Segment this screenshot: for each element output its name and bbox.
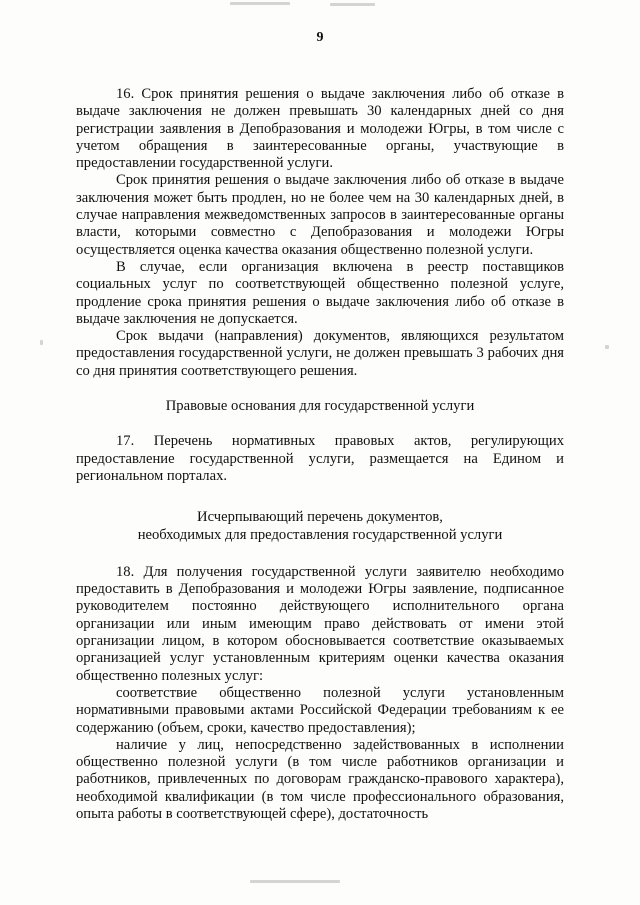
scan-artifact <box>605 345 609 349</box>
section-heading-documents-line1: Исчерпывающий перечень документов, <box>197 509 443 526</box>
paragraph-18-criterion-2: наличие у лиц, непосредственно задействованных в исполнении общественно полезной услуги (в том числе работников организации и работников, привлеченных по договорам гражданско-правового характера), необходимой квалификации (в том числе профессионального образования, опыта работы в соответствующей сфере), достаточность <box>76 736 564 822</box>
paragraph-18: 18. Для получения государственной услуги заявителю необходимо предоставить в Депобразования и молодежи Югры заявление, подписанное руководителем постоянно действующего исполнительного органа организации или иным имеющим право действовать от имени этой организации лицом, в котором обосновывается соответствие оказываемых организацией услуг установленным критериям оценки качества оказания общественно полезных услуг: <box>76 563 564 684</box>
section-heading-legal-basis: Правовые основания для государственной услуги <box>165 398 475 415</box>
paragraph-16-issue-term: Срок выдачи (направления) документов, являющихся результатом предоставления государственной услуги, не должен превышать 3 рабочих дня со дня принятия соответствующего решения. <box>76 328 564 379</box>
page-number: 9 <box>316 30 324 45</box>
scan-artifact <box>250 880 340 883</box>
document-body <box>76 86 564 823</box>
scan-artifact <box>330 3 375 6</box>
scan-artifact <box>230 2 290 5</box>
scan-artifact <box>40 340 43 345</box>
paragraph-17: 17. Перечень нормативных правовых актов, регулирующих предоставление государственной услуги, размещается на Едином и региональном порталах. <box>76 433 564 484</box>
section-heading-documents-line2: необходимых для предоставления государственной услуги <box>137 526 503 543</box>
paragraph-16-term: 16. Срок принятия решения о выдаче заключения либо об отказе в выдаче заключения не должен превышать 30 календарных дней со дня регистрации заявления в Депобразования и молодежи Югры, в том числе с учетом обращения в заинтересованные органы, участвующие в предоставлении государственной услуги. <box>76 86 564 172</box>
section-heading-documents <box>76 509 564 544</box>
paragraph-16-extension: Срок принятия решения о выдаче заключения либо об отказе в выдаче заключения может быть продлен, но не более чем на 30 календарных дней, в случае направления межведомственных запросов в заинтересованные органы власти, которыми совместно с Депобразования и молодежи Югры осуществляется оценка качества оказания общественно полезной услуги. <box>76 172 564 258</box>
paragraph-16-registry: В случае, если организация включена в реестр поставщиков социальных услуг по соответствующей общественно полезной услуге, продление срока принятия решения о выдаче заключения либо об отказе в выдаче заключения не допускается. <box>76 258 564 327</box>
paragraph-18-criterion-1: соответствие общественно полезной услуги установленным нормативными правовыми актами Российской Федерации требованиям к ее содержанию (объем, сроки, качество предоставления); <box>76 684 564 736</box>
